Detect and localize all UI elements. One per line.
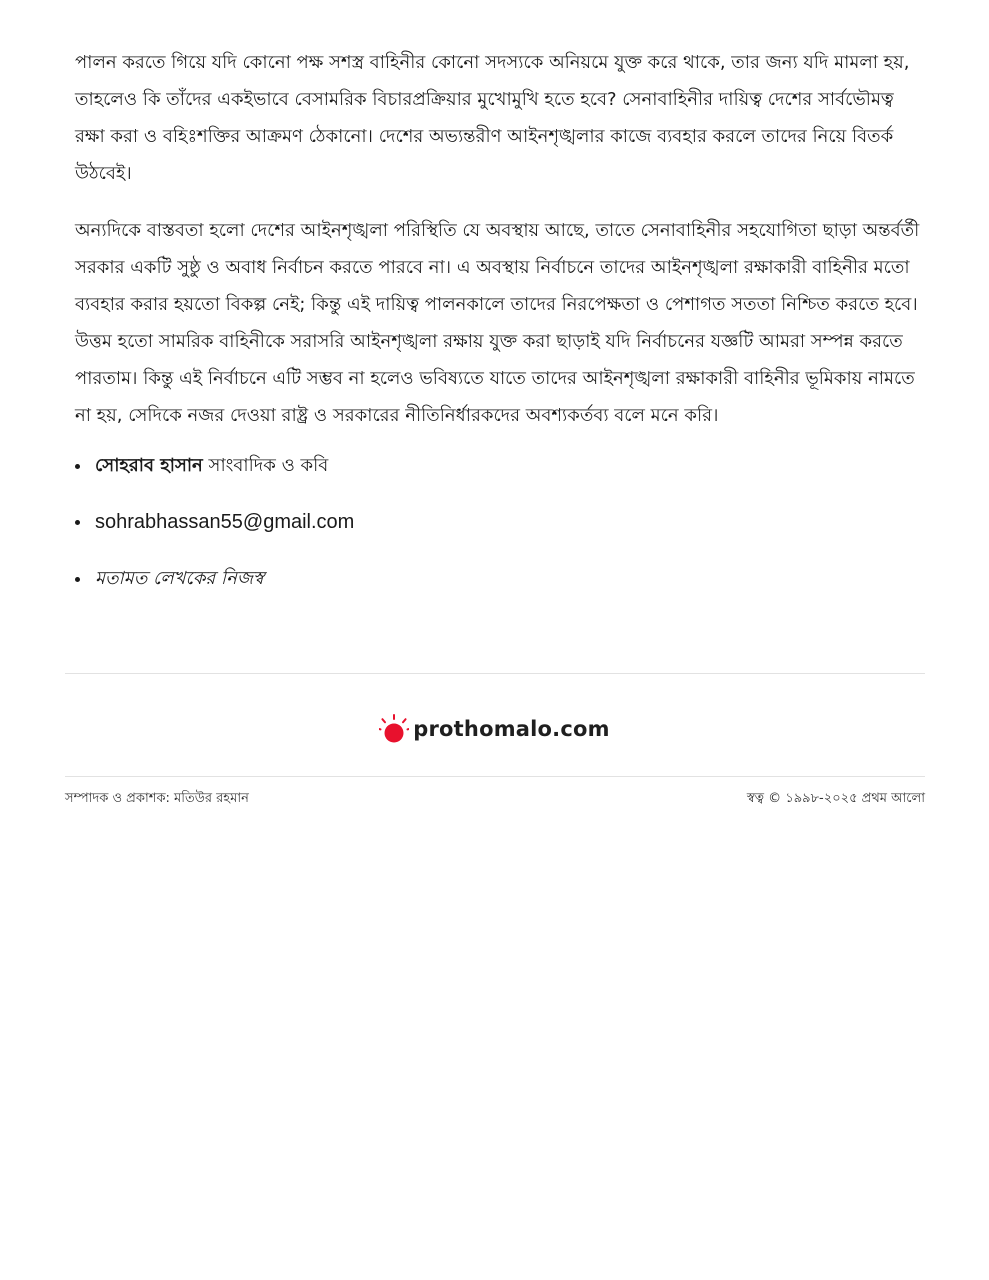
copyright: স্বত্ব © ১৯৯৮-২০২৫ প্রথম আলো bbox=[746, 791, 925, 806]
article-body bbox=[75, 44, 925, 621]
article-paragraph-2: অন্যদিকে বাস্তবতা হলো দেশের আইনশৃঙ্খলা পরিস্থিতি যে অবস্থায় আছে, তাতে সেনাবাহিনীর সহযোগিতা ছাড়া অন্তর্বর্তী সরকার একটি সুষ্ঠু ও অবাধ নির্বাচন করতে পারবে না। এ অবস্থায় নির্বাচনে তাদের আইনশৃঙ্খলা রক্ষাকারী বাহিনীর মতো ব্যবহার করার হয়তো বিকল্প নেই; কিন্তু এই দায়িত্ব পালনকালে তাদের নিরপেক্ষতা ও পেশাগত সততা নিশ্চিত করতে হবে। উত্তম হতো সামরিক বাহিনীকে সরাসরি আইনশৃঙ্খলা রক্ষায় যুক্ত করা ছাড়াই যদি নির্বাচনের যজ্ঞটি আমরা সম্পন্ন করতে পারতাম। কিন্তু এই নির্বাচনে এটি সম্ভব না হলেও ভবিষ্যতে যাতে তাদের আইনশৃঙ্খলা রক্ষাকারী বাহিনীর ভূমিকায় নামতে না হয়, সেদিকে নজর দেওয়া রাষ্ট্র ও সরকারের নীতিনির্ধারকদের অবশ্যকর্তব্য বলে মনে করি। bbox=[75, 220, 920, 426]
article-meta-list bbox=[75, 452, 925, 593]
site-logo-text: prothomalo.com bbox=[413, 717, 610, 741]
editor-publisher: সম্পাদক ও প্রকাশক: মতিউর রহমান bbox=[65, 791, 249, 806]
sun-logo-icon bbox=[379, 713, 409, 745]
footer-divider-top bbox=[65, 673, 925, 674]
disclaimer-line bbox=[75, 565, 925, 593]
footer-divider-bottom bbox=[65, 776, 925, 777]
author-email[interactable]: sohrabhassan55@gmail.com bbox=[95, 511, 355, 533]
page-footer bbox=[65, 789, 925, 810]
article-paragraph-1: পালন করতে গিয়ে যদি কোনো পক্ষ সশস্ত্র বাহিনীর কোনো সদস্যকে অনিয়মে যুক্ত করে থাকে, তার জন্য যদি মামলা হয়, তাহলেও কি তাঁদের একইভাবে বেসামরিক বিচারপ্রক্রিয়ার মুখোমুখি হতে হবে? সেনাবাহিনীর দায়িত্ব দেশের সার্বভৌমত্ব রক্ষা করা ও বহিঃশক্তির আক্রমণ ঠেকানো। দেশের অভ্যন্তরীণ আইনশৃঙ্খলার কাজে ব্যবহার করলে তাদের নিয়ে বিতর্ক উঠবেই। bbox=[75, 52, 910, 184]
email-line bbox=[75, 508, 925, 537]
author-line bbox=[75, 452, 925, 480]
opinion-disclaimer: মতামত লেখকের নিজস্ব bbox=[95, 568, 264, 589]
author-role: সাংবাদিক ও কবি bbox=[208, 455, 329, 476]
site-logo[interactable] bbox=[0, 711, 989, 747]
author-name[interactable]: সোহরাব হাসান bbox=[95, 455, 203, 476]
